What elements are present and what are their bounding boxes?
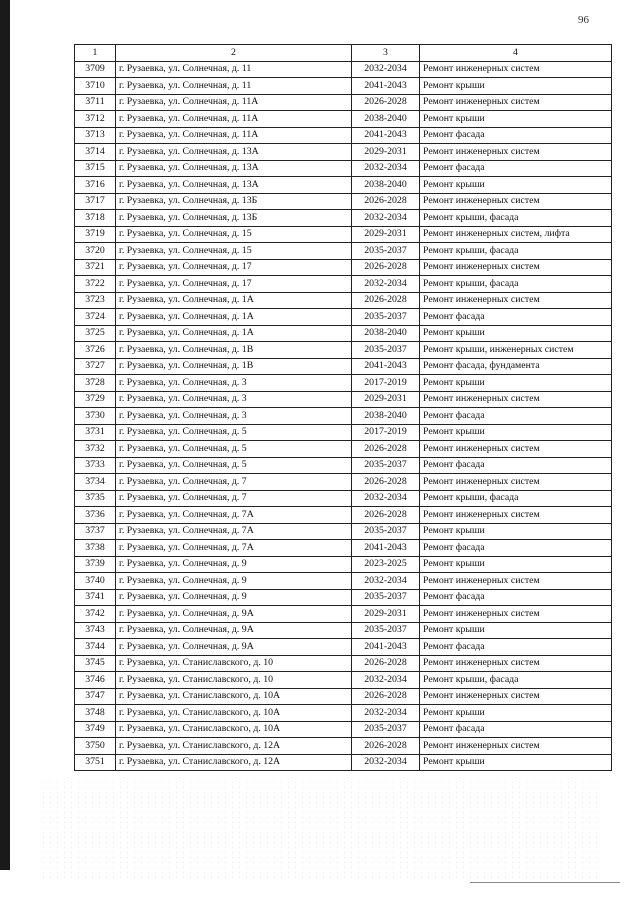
registry-table-body bbox=[75, 45, 612, 771]
work-type-cell: Ремонт крыши, фасада bbox=[420, 490, 612, 507]
period-cell: 2026-2028 bbox=[352, 655, 420, 672]
period-cell: 2032-2034 bbox=[352, 573, 420, 590]
row-number: 3726 bbox=[75, 342, 116, 359]
table-row bbox=[75, 259, 612, 276]
address-cell: г. Рузаевка, ул. Солнечная, д. 1В bbox=[116, 342, 352, 359]
period-cell: 2017-2019 bbox=[352, 375, 420, 392]
row-number: 3731 bbox=[75, 424, 116, 441]
work-type-cell: Ремонт крыши bbox=[420, 523, 612, 540]
table-row bbox=[75, 474, 612, 491]
table-row bbox=[75, 243, 612, 260]
row-number: 3733 bbox=[75, 457, 116, 474]
work-type-cell: Ремонт фасада bbox=[420, 540, 612, 557]
row-number: 3732 bbox=[75, 441, 116, 458]
period-cell: 2032-2034 bbox=[352, 672, 420, 689]
work-type-cell: Ремонт крыши, фасада bbox=[420, 243, 612, 260]
row-number: 3719 bbox=[75, 226, 116, 243]
address-cell: г. Рузаевка, ул. Станиславского, д. 10 bbox=[116, 672, 352, 689]
work-type-cell: Ремонт фасада bbox=[420, 408, 612, 425]
table-row bbox=[75, 226, 612, 243]
table-row bbox=[75, 342, 612, 359]
address-cell: г. Рузаевка, ул. Солнечная, д. 7 bbox=[116, 474, 352, 491]
work-type-cell: Ремонт инженерных систем bbox=[420, 606, 612, 623]
table-row bbox=[75, 705, 612, 722]
period-cell: 2035-2037 bbox=[352, 243, 420, 260]
work-type-cell: Ремонт фасада bbox=[420, 127, 612, 144]
row-number: 3720 bbox=[75, 243, 116, 260]
row-number: 3737 bbox=[75, 523, 116, 540]
period-cell: 2035-2037 bbox=[352, 342, 420, 359]
table-row bbox=[75, 606, 612, 623]
header-cell-col2: 2 bbox=[116, 45, 352, 62]
table-row bbox=[75, 177, 612, 194]
address-cell: г. Рузаевка, ул. Станиславского, д. 10А bbox=[116, 721, 352, 738]
registry-table bbox=[74, 44, 612, 771]
period-cell: 2032-2034 bbox=[352, 210, 420, 227]
table-row bbox=[75, 424, 612, 441]
table-row bbox=[75, 144, 612, 161]
address-cell: г. Рузаевка, ул. Солнечная, д. 11А bbox=[116, 111, 352, 128]
row-number: 3741 bbox=[75, 589, 116, 606]
row-number: 3735 bbox=[75, 490, 116, 507]
table-row bbox=[75, 540, 612, 557]
period-cell: 2032-2034 bbox=[352, 276, 420, 293]
address-cell: г. Рузаевка, ул. Солнечная, д. 17 bbox=[116, 259, 352, 276]
period-cell: 2038-2040 bbox=[352, 111, 420, 128]
work-type-cell: Ремонт крыши bbox=[420, 424, 612, 441]
table-row bbox=[75, 490, 612, 507]
work-type-cell: Ремонт инженерных систем bbox=[420, 573, 612, 590]
work-type-cell: Ремонт крыши bbox=[420, 177, 612, 194]
address-cell: г. Рузаевка, ул. Станиславского, д. 10А bbox=[116, 688, 352, 705]
address-cell: г. Рузаевка, ул. Станиславского, д. 12А bbox=[116, 754, 352, 771]
scan-left-edge bbox=[0, 0, 10, 870]
address-cell: г. Рузаевка, ул. Солнечная, д. 5 bbox=[116, 441, 352, 458]
address-cell: г. Рузаевка, ул. Солнечная, д. 13А bbox=[116, 144, 352, 161]
period-cell: 2026-2028 bbox=[352, 292, 420, 309]
address-cell: г. Рузаевка, ул. Солнечная, д. 13А bbox=[116, 177, 352, 194]
work-type-cell: Ремонт инженерных систем bbox=[420, 292, 612, 309]
table-row bbox=[75, 507, 612, 524]
row-number: 3751 bbox=[75, 754, 116, 771]
address-cell: г. Рузаевка, ул. Солнечная, д. 17 bbox=[116, 276, 352, 293]
row-number: 3710 bbox=[75, 78, 116, 95]
table-header-row bbox=[75, 45, 612, 62]
row-number: 3727 bbox=[75, 358, 116, 375]
table-row bbox=[75, 375, 612, 392]
work-type-cell: Ремонт инженерных систем bbox=[420, 655, 612, 672]
row-number: 3722 bbox=[75, 276, 116, 293]
period-cell: 2026-2028 bbox=[352, 193, 420, 210]
table-row bbox=[75, 721, 612, 738]
address-cell: г. Рузаевка, ул. Солнечная, д. 9 bbox=[116, 573, 352, 590]
address-cell: г. Рузаевка, ул. Солнечная, д. 3 bbox=[116, 408, 352, 425]
work-type-cell: Ремонт крыши, инженерных систем bbox=[420, 342, 612, 359]
work-type-cell: Ремонт инженерных систем, лифта bbox=[420, 226, 612, 243]
work-type-cell: Ремонт крыши bbox=[420, 325, 612, 342]
scan-bottom-line bbox=[470, 882, 620, 883]
table-row bbox=[75, 738, 612, 755]
address-cell: г. Рузаевка, ул. Солнечная, д. 1В bbox=[116, 358, 352, 375]
period-cell: 2041-2043 bbox=[352, 639, 420, 656]
work-type-cell: Ремонт инженерных систем bbox=[420, 688, 612, 705]
period-cell: 2032-2034 bbox=[352, 490, 420, 507]
row-number: 3709 bbox=[75, 61, 116, 78]
period-cell: 2035-2037 bbox=[352, 457, 420, 474]
table-row bbox=[75, 589, 612, 606]
address-cell: г. Рузаевка, ул. Солнечная, д. 3 bbox=[116, 375, 352, 392]
address-cell: г. Рузаевка, ул. Солнечная, д. 1А bbox=[116, 325, 352, 342]
table-row bbox=[75, 523, 612, 540]
work-type-cell: Ремонт инженерных систем bbox=[420, 391, 612, 408]
table-row bbox=[75, 61, 612, 78]
period-cell: 2032-2034 bbox=[352, 754, 420, 771]
row-number: 3723 bbox=[75, 292, 116, 309]
work-type-cell: Ремонт фасада bbox=[420, 160, 612, 177]
address-cell: г. Рузаевка, ул. Солнечная, д. 1А bbox=[116, 292, 352, 309]
period-cell: 2029-2031 bbox=[352, 226, 420, 243]
work-type-cell: Ремонт крыши, фасада bbox=[420, 210, 612, 227]
period-cell: 2029-2031 bbox=[352, 144, 420, 161]
row-number: 3749 bbox=[75, 721, 116, 738]
period-cell: 2029-2031 bbox=[352, 606, 420, 623]
table-row bbox=[75, 160, 612, 177]
table-row bbox=[75, 754, 612, 771]
table-row bbox=[75, 408, 612, 425]
period-cell: 2041-2043 bbox=[352, 358, 420, 375]
row-number: 3748 bbox=[75, 705, 116, 722]
work-type-cell: Ремонт фасада bbox=[420, 457, 612, 474]
address-cell: г. Рузаевка, ул. Станиславского, д. 12А bbox=[116, 738, 352, 755]
table-row bbox=[75, 391, 612, 408]
work-type-cell: Ремонт инженерных систем bbox=[420, 441, 612, 458]
address-cell: г. Рузаевка, ул. Станиславского, д. 10 bbox=[116, 655, 352, 672]
period-cell: 2038-2040 bbox=[352, 325, 420, 342]
table-row bbox=[75, 276, 612, 293]
table-row bbox=[75, 111, 612, 128]
address-cell: г. Рузаевка, ул. Солнечная, д. 7А bbox=[116, 507, 352, 524]
work-type-cell: Ремонт крыши bbox=[420, 754, 612, 771]
header-cell-col4: 4 bbox=[420, 45, 612, 62]
work-type-cell: Ремонт фасада bbox=[420, 589, 612, 606]
row-number: 3745 bbox=[75, 655, 116, 672]
period-cell: 2035-2037 bbox=[352, 721, 420, 738]
work-type-cell: Ремонт фасада bbox=[420, 309, 612, 326]
work-type-cell: Ремонт фасада, фундамента bbox=[420, 358, 612, 375]
period-cell: 2032-2034 bbox=[352, 160, 420, 177]
table-row bbox=[75, 292, 612, 309]
row-number: 3736 bbox=[75, 507, 116, 524]
period-cell: 2032-2034 bbox=[352, 705, 420, 722]
address-cell: г. Рузаевка, ул. Солнечная, д. 13Б bbox=[116, 193, 352, 210]
address-cell: г. Рузаевка, ул. Солнечная, д. 1А bbox=[116, 309, 352, 326]
work-type-cell: Ремонт инженерных систем bbox=[420, 738, 612, 755]
address-cell: г. Рузаевка, ул. Солнечная, д. 11А bbox=[116, 94, 352, 111]
header-cell-col1: 1 bbox=[75, 45, 116, 62]
period-cell: 2035-2037 bbox=[352, 523, 420, 540]
period-cell: 2035-2037 bbox=[352, 622, 420, 639]
table-row bbox=[75, 655, 612, 672]
address-cell: г. Рузаевка, ул. Солнечная, д. 11 bbox=[116, 61, 352, 78]
table-row bbox=[75, 672, 612, 689]
work-type-cell: Ремонт инженерных систем bbox=[420, 144, 612, 161]
row-number: 3742 bbox=[75, 606, 116, 623]
table-row bbox=[75, 193, 612, 210]
period-cell: 2017-2019 bbox=[352, 424, 420, 441]
address-cell: г. Рузаевка, ул. Солнечная, д. 3 bbox=[116, 391, 352, 408]
table-row bbox=[75, 688, 612, 705]
work-type-cell: Ремонт фасада bbox=[420, 721, 612, 738]
table-row bbox=[75, 94, 612, 111]
table-row bbox=[75, 639, 612, 656]
address-cell: г. Рузаевка, ул. Солнечная, д. 11 bbox=[116, 78, 352, 95]
row-number: 3728 bbox=[75, 375, 116, 392]
work-type-cell: Ремонт инженерных систем bbox=[420, 507, 612, 524]
period-cell: 2026-2028 bbox=[352, 259, 420, 276]
address-cell: г. Рузаевка, ул. Солнечная, д. 9 bbox=[116, 556, 352, 573]
address-cell: г. Рузаевка, ул. Солнечная, д. 9А bbox=[116, 639, 352, 656]
table-row bbox=[75, 78, 612, 95]
work-type-cell: Ремонт крыши bbox=[420, 705, 612, 722]
table-row bbox=[75, 325, 612, 342]
work-type-cell: Ремонт крыши, фасада bbox=[420, 276, 612, 293]
address-cell: г. Рузаевка, ул. Солнечная, д. 9А bbox=[116, 622, 352, 639]
work-type-cell: Ремонт фасада bbox=[420, 639, 612, 656]
row-number: 3734 bbox=[75, 474, 116, 491]
work-type-cell: Ремонт инженерных систем bbox=[420, 259, 612, 276]
address-cell: г. Рузаевка, ул. Солнечная, д. 15 bbox=[116, 226, 352, 243]
address-cell: г. Рузаевка, ул. Станиславского, д. 10А bbox=[116, 705, 352, 722]
row-number: 3714 bbox=[75, 144, 116, 161]
period-cell: 2026-2028 bbox=[352, 441, 420, 458]
row-number: 3724 bbox=[75, 309, 116, 326]
table-row bbox=[75, 309, 612, 326]
work-type-cell: Ремонт крыши bbox=[420, 375, 612, 392]
address-cell: г. Рузаевка, ул. Солнечная, д. 9А bbox=[116, 606, 352, 623]
work-type-cell: Ремонт крыши bbox=[420, 556, 612, 573]
address-cell: г. Рузаевка, ул. Солнечная, д. 13Б bbox=[116, 210, 352, 227]
table-row bbox=[75, 358, 612, 375]
row-number: 3711 bbox=[75, 94, 116, 111]
row-number: 3717 bbox=[75, 193, 116, 210]
table-row bbox=[75, 210, 612, 227]
row-number: 3743 bbox=[75, 622, 116, 639]
work-type-cell: Ремонт крыши bbox=[420, 622, 612, 639]
address-cell: г. Рузаевка, ул. Солнечная, д. 9 bbox=[116, 589, 352, 606]
row-number: 3730 bbox=[75, 408, 116, 425]
table-row bbox=[75, 573, 612, 590]
page-number: 96 bbox=[578, 14, 589, 26]
period-cell: 2026-2028 bbox=[352, 94, 420, 111]
period-cell: 2035-2037 bbox=[352, 589, 420, 606]
period-cell: 2026-2028 bbox=[352, 688, 420, 705]
row-number: 3713 bbox=[75, 127, 116, 144]
period-cell: 2026-2028 bbox=[352, 738, 420, 755]
row-number: 3716 bbox=[75, 177, 116, 194]
table-row bbox=[75, 441, 612, 458]
period-cell: 2038-2040 bbox=[352, 177, 420, 194]
address-cell: г. Рузаевка, ул. Солнечная, д. 13А bbox=[116, 160, 352, 177]
row-number: 3740 bbox=[75, 573, 116, 590]
row-number: 3712 bbox=[75, 111, 116, 128]
period-cell: 2041-2043 bbox=[352, 540, 420, 557]
work-type-cell: Ремонт крыши bbox=[420, 78, 612, 95]
work-type-cell: Ремонт инженерных систем bbox=[420, 474, 612, 491]
address-cell: г. Рузаевка, ул. Солнечная, д. 5 bbox=[116, 424, 352, 441]
period-cell: 2032-2034 bbox=[352, 61, 420, 78]
table-row bbox=[75, 457, 612, 474]
address-cell: г. Рузаевка, ул. Солнечная, д. 5 bbox=[116, 457, 352, 474]
address-cell: г. Рузаевка, ул. Солнечная, д. 7А bbox=[116, 523, 352, 540]
row-number: 3721 bbox=[75, 259, 116, 276]
period-cell: 2026-2028 bbox=[352, 507, 420, 524]
table-row bbox=[75, 556, 612, 573]
period-cell: 2038-2040 bbox=[352, 408, 420, 425]
row-number: 3747 bbox=[75, 688, 116, 705]
work-type-cell: Ремонт инженерных систем bbox=[420, 193, 612, 210]
address-cell: г. Рузаевка, ул. Солнечная, д. 15 bbox=[116, 243, 352, 260]
table-row bbox=[75, 622, 612, 639]
row-number: 3729 bbox=[75, 391, 116, 408]
scan-noise bbox=[40, 780, 600, 880]
row-number: 3744 bbox=[75, 639, 116, 656]
row-number: 3750 bbox=[75, 738, 116, 755]
period-cell: 2041-2043 bbox=[352, 78, 420, 95]
row-number: 3738 bbox=[75, 540, 116, 557]
period-cell: 2041-2043 bbox=[352, 127, 420, 144]
period-cell: 2023-2025 bbox=[352, 556, 420, 573]
address-cell: г. Рузаевка, ул. Солнечная, д. 7А bbox=[116, 540, 352, 557]
address-cell: г. Рузаевка, ул. Солнечная, д. 7 bbox=[116, 490, 352, 507]
row-number: 3718 bbox=[75, 210, 116, 227]
work-type-cell: Ремонт инженерных систем bbox=[420, 94, 612, 111]
row-number: 3739 bbox=[75, 556, 116, 573]
work-type-cell: Ремонт крыши bbox=[420, 111, 612, 128]
address-cell: г. Рузаевка, ул. Солнечная, д. 11А bbox=[116, 127, 352, 144]
period-cell: 2029-2031 bbox=[352, 391, 420, 408]
header-cell-col3: 3 bbox=[352, 45, 420, 62]
row-number: 3715 bbox=[75, 160, 116, 177]
work-type-cell: Ремонт крыши, фасада bbox=[420, 672, 612, 689]
table-row bbox=[75, 127, 612, 144]
row-number: 3746 bbox=[75, 672, 116, 689]
period-cell: 2026-2028 bbox=[352, 474, 420, 491]
work-type-cell: Ремонт инженерных систем bbox=[420, 61, 612, 78]
period-cell: 2035-2037 bbox=[352, 309, 420, 326]
row-number: 3725 bbox=[75, 325, 116, 342]
